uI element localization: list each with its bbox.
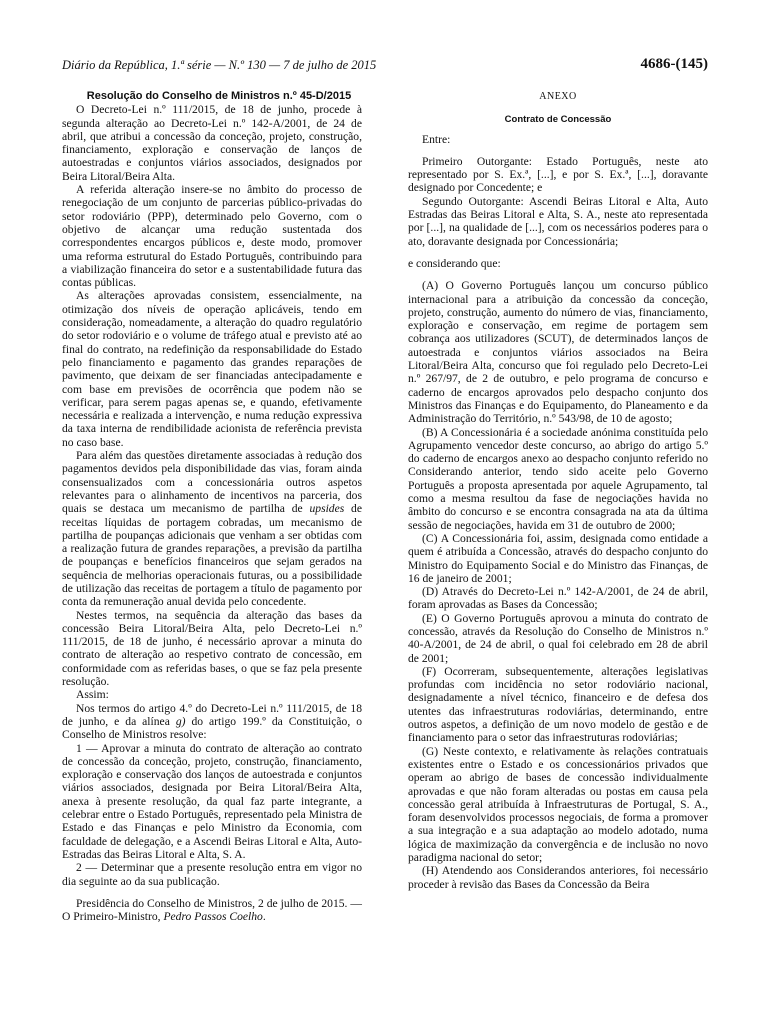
- text-run: de receitas líquidas de portagem cobradas, um mecanismo de partilha de poupanças adicionais que venham a ser obtidas com a realização futura de grandes reparações, a previsão da partilha de poupanças e benefícios financeiros que sejam gerados na sequência de melhorias operacionais futuras, ou a possibilidade de utilização das receitas de portagem a título de pagamento por conta da remuneração anual devida pelo concedente.: [62, 502, 362, 609]
- paragraph: O Decreto-Lei n.º 111/2015, de 18 de junho, procede à segunda alteração ao Decreto-Lei n.º 142-A/2001, de 24 de abril, que atribui a concessão da conceção, projeto, construção, financiamento, exploração e conservação de lanços de autoestradas e conjuntos viários associados, designados por Beira Litoral/Beira Alta.: [62, 103, 362, 183]
- journal-title: Diário da República, 1.ª série — N.º 130 — 7 de julho de 2015: [62, 58, 377, 72]
- recital-h: (H) Atendendo aos Considerandos anteriores, foi necessário proceder à revisão das Bases da Concessão da Beira: [408, 864, 708, 891]
- paragraph: 2 — Determinar que a presente resolução entra em vigor no dia seguinte ao da sua publicação.: [62, 861, 362, 888]
- recital-a: (A) O Governo Português lançou um concurso público internacional para a atribuição da concessão da conceção, projeto, construção, aumento do número de vias, financiamento, exploração e conservação, em regime de portagem sem cobrança aos utilizadores (SCUT), de determinados lanços de autoestrada e conjuntos viários associados na Beira Litoral/Beira Alta, concurso que foi regulado pelo Decreto-Lei n.º 267/97, de 2 de outubro, e pelo programa de concurso e caderno de encargos aprovados pelo despacho conjunto dos Ministros das Finanças e do Equipamento, do Planeamento e da Administração do Território, n.º 543/98, de 10 de agosto;: [408, 279, 708, 426]
- resolution-title: Resolução do Conselho de Ministros n.º 45-D/2015: [86, 90, 352, 102]
- contract-title: Contrato de Concessão: [504, 114, 612, 126]
- recital-b: (B) A Concessionária é a sociedade anónima constituída pelo Agrupamento vencedor deste concurso, ao abrigo do artigo 5.º do caderno de encargos anexo ao despacho conjunto referido no Considerando anterior, tendo sido aceite pelo Governo Português a proposta apresentada por aquele Agrupamento, tal como a mesma resultou da fase de negociações havida no âmbito do concurso e se encontra consagrada na ata da última sessão de negociações, havida em 31 de outubro de 2000;: [408, 425, 708, 532]
- paragraph: e considerando que:: [408, 256, 501, 270]
- text-run: Presidência do Conselho de Ministros, 2 de julho de 2015. — O Primeiro-Ministro,: [62, 896, 362, 924]
- paragraph: [62, 702, 362, 742]
- paragraph: As alterações aprovadas consistem, essencialmente, na otimização dos níveis de operação aplicáveis, tendo em consideração, nomeadamente, a alteração do quadro regulatório do setor rodoviário e o volume de tráfego atual e previsto até ao final do contrato, na redefinição da responsabilidade do Estado pelo financiamento e pagamento das grandes reparações de pavimento, que deixam de ser financiadas antecipadamente e com base em previsões de ocorrência que podem não se verificar, para serem pagas apenas se, e quando, efetivamente necessária e realizada a intervenção, e numa redução expressiva da taxa interna de rendibilidade acionista de referência prevista no caso base.: [62, 289, 362, 449]
- paragraph: Nestes termos, na sequência da alteração das bases da concessão Beira Litoral/Beira Alta, pelo Decreto-Lei n.º 111/2015, de 18 de junho, é necessário aprovar a minuta do contrato de alteração ao respetivo contrato de concessão, em conformidade com as referidas bases, o que se faz pela presente resolução.: [62, 608, 362, 689]
- paragraph: Segundo Outorgante: Ascendi Beiras Litoral e Alta, Auto Estradas das Beiras Litoral e Alta, S. A., neste ato representada por [...], na qualidade de [...], com os necessários poderes para o ato, doravante designada por Concessionária;: [408, 194, 708, 248]
- spacer: [408, 146, 708, 155]
- recital-f: (F) Ocorreram, subsequentemente, alterações legislativas profundas com incidência no setor rodoviário nacional, designadamente a nível técnico, financeiro e de defesa dos utentes das infraestruturas rodoviárias, determinando, entre outros aspetos, a definição de um novo modelo de gestão e de financiamento para o setor das infraestruturas rodoviárias;: [408, 664, 708, 745]
- recital-e: (E) O Governo Português aprovou a minuta do contrato de concessão, através da Resolução do Conselho de Ministros n.º 40-A/2001, de 24 de abril, o qual foi celebrado em 28 de abril de 2001;: [408, 611, 708, 665]
- spacer: [408, 270, 708, 279]
- text-run: do artigo 199.º da Constituição, o Conselho de Ministros resolve:: [62, 714, 362, 742]
- recital-c: (C) A Concessionária foi, assim, designada como entidade a quem é atribuída a Concessão, através do despacho conjunto do Ministro do Equipamento Social e do Ministro das Finanças, de 16 de janeiro de 2001;: [408, 531, 708, 585]
- page-number: 4686-(145): [640, 56, 708, 72]
- page-header: [62, 58, 708, 78]
- paragraph: 1 — Aprovar a minuta do contrato de alteração ao contrato de concessão da conceção, projeto, construção, financiamento, exploração e conservação dos lanços de autoestrada e conjuntos viários associados, designada por Beira Litoral/Beira Alta, anexa à presente resolução, da qual faz parte integrante, a celebrar entre o Estado Português, representado pela Ministra de Estado e das Finanças e pelo Ministro da Economia, com faculdade de delegação, e a Ascendi Beiras Litoral e Alta, Auto-Estradas das Beiras Litoral e Alta, S. A.: [62, 741, 362, 861]
- text-run: .: [262, 910, 266, 924]
- text-run: Nos termos do artigo 4.º do Decreto-Lei n.º 111/2015, de 18 de junho, e da alínea: [62, 701, 362, 728]
- paragraph: [62, 449, 362, 609]
- spacer: [408, 248, 708, 257]
- recital-d: (D) Através do Decreto-Lei n.º 142-A/2001, de 24 de abril, foram aprovadas as Bases da Concessão;: [408, 585, 708, 612]
- paragraph: Primeiro Outorgante: Estado Português, neste ato representado por S. Ex.ª, [...], e por S. Ex.ª, [...], doravante designado por Concedente; e: [408, 154, 708, 195]
- signatory-name: Pedro Passos Coelho: [163, 910, 263, 924]
- paragraph: Entre:: [422, 132, 451, 146]
- spacer: [62, 888, 362, 897]
- paragraph: Assim:: [76, 688, 109, 702]
- right-column: [408, 90, 708, 891]
- paragraph: A referida alteração insere-se no âmbito do processo de renegociação de um conjunto de parcerias público-privadas do setor rodoviário (PPP), determinado pelo Governo, com o objetivo de alcançar uma redução sustentada dos correspondentes encargos públicos e, deste modo, promover uma reforma estrutural do Estado Português, contribuindo para a viabilização financeira do setor e a sustentabilidade futura das contas públicas.: [62, 183, 362, 290]
- italic-term: upsides: [309, 502, 345, 516]
- annex-heading: ANEXO: [539, 91, 577, 102]
- italic-term: g): [175, 714, 186, 728]
- text-run: Para além das questões diretamente associadas à redução dos pagamentos devidos pela disponibilidade das vias, foram ainda consensualizados com a concessionária outros aspetos relevantes para o alinhamento de incentivos na parceria, dos quais se destaca um mecanismo de partilha de: [62, 449, 362, 516]
- left-column: [62, 90, 362, 923]
- signature-paragraph: [62, 897, 362, 924]
- recital-g: (G) Neste contexto, e relativamente às relações contratuais existentes entre o Estado e os concessionários privados que operam ao abrigo de bases de concessão individualmente aprovadas e que não foram alteradas ou postas em causa pela concessão geral atribuída à Infraestruturas de Portugal, S. A., foram desenvolvidos processos negociais, de forma a promover a sua integração e a sua adaptação ao modelo adotado, numa lógica de maximização da convergência e de inclusão no novo paradigma nacional do setor;: [408, 744, 708, 865]
